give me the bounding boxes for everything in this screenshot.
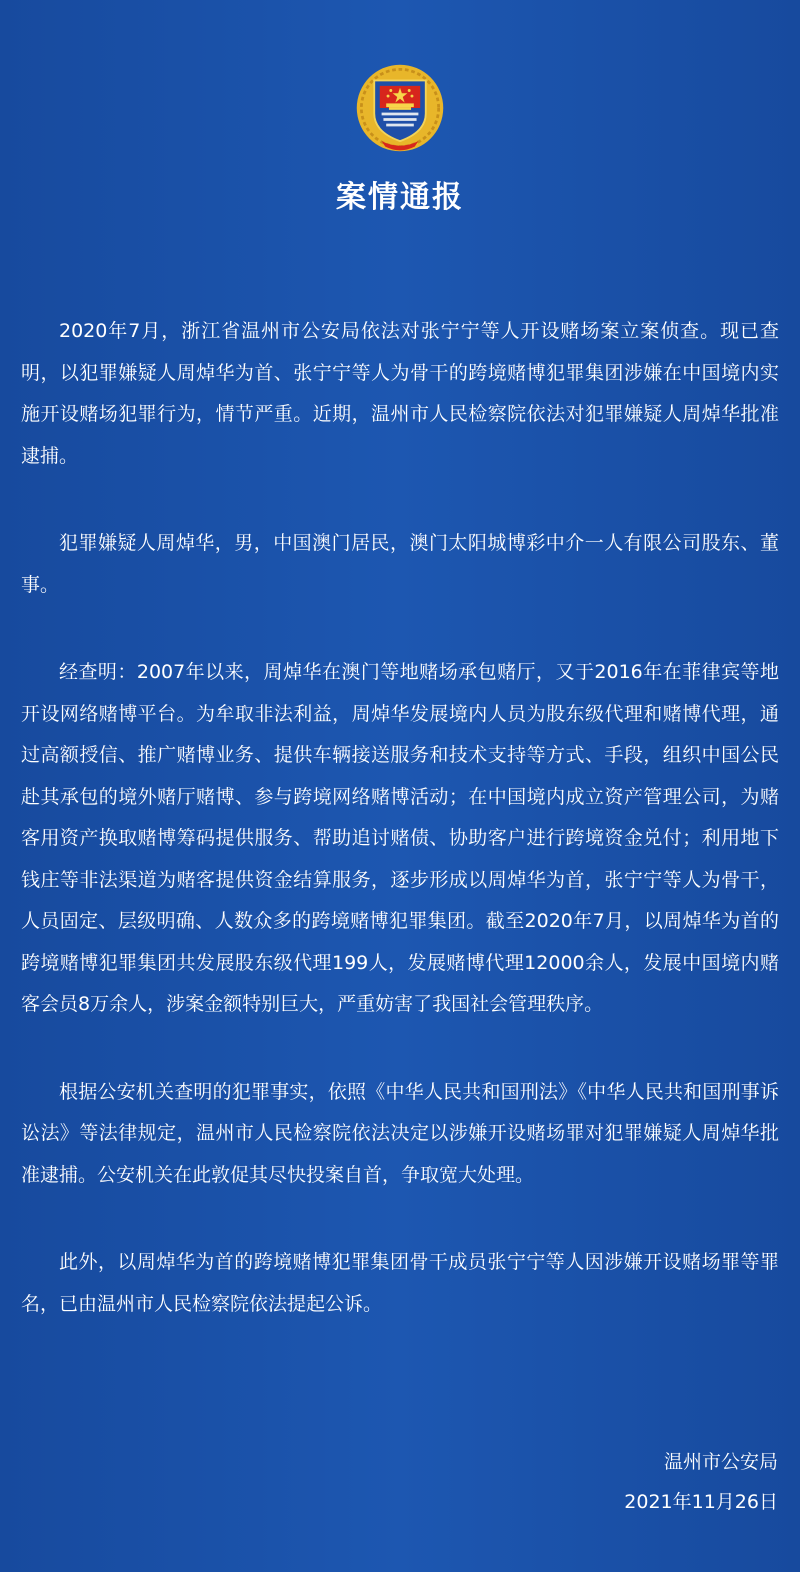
- signature-block: [624, 1442, 778, 1522]
- paragraph-prosecution: 此外，以周焯华为首的跨境赌博犯罪集团骨干成员张宁宁等人因涉嫌开设赌场罪等罪名，已由温州市人民检察院依法提起公诉。: [21, 1251, 779, 1315]
- notice-body: [21, 311, 779, 1371]
- paragraph-arrest-approval: 根据公安机关查明的犯罪事实，依照《中华人民共和国刑法》《中华人民共和国刑事诉讼法》等法律规定，温州市人民检察院依法决定以涉嫌开设赌场罪对犯罪嫌疑人周焯华批准逮捕。公安机关在此敦促其尽快投案自首，争取宽大处理。: [21, 1080, 779, 1186]
- paragraph-suspect-profile: 犯罪嫌疑人周焯华，男，中国澳门居民，澳门太阳城博彩中介一人有限公司股东、董事。: [21, 532, 779, 596]
- paragraph-case-filing: 2020年7月，浙江省温州市公安局依法对张宁宁等人开设赌场案立案侦查。现已查明，以犯罪嫌疑人周焯华为首、张宁宁等人为骨干的跨境赌博犯罪集团涉嫌在中国境内实施开设赌场犯罪行为，情节严重。近期，温州市人民检察院依法对犯罪嫌疑人周焯华批准逮捕。: [21, 320, 779, 467]
- paragraph-investigation-findings: 经查明：2007年以来，周焯华在澳门等地赌场承包赌厅，又于2016年在菲律宾等地开设网络赌博平台。为牟取非法利益，周焯华发展境内人员为股东级代理和赌博代理，通过高额授信、推广赌博业务、提供车辆接送服务和技术支持等方式、手段，组织中国公民赴其承包的境外赌厅赌博、参与跨境网络赌博活动；在中国境内成立资产管理公司，为赌客用资产换取赌博筹码提供服务、帮助追讨赌债、协助客户进行跨境资金兑付；利用地下钱庄等非法渠道为赌客提供资金结算服务，逐步形成以周焯华为首，张宁宁等人为骨干，人员固定、层级明确、人数众多的跨境赌博犯罪集团。截至2020年7月，以周焯华为首的跨境赌博犯罪集团共发展股东级代理199人，发展赌博代理12000余人，发展中国境内赌客会员8万余人，涉案金额特别巨大，严重妨害了我国社会管理秩序。: [21, 661, 779, 1015]
- police-emblem-icon: [354, 62, 446, 154]
- issue-date: 2021年11月26日: [624, 1491, 778, 1513]
- page-title: 案情通报: [336, 180, 464, 215]
- issuer-name: 温州市公安局: [663, 1451, 778, 1473]
